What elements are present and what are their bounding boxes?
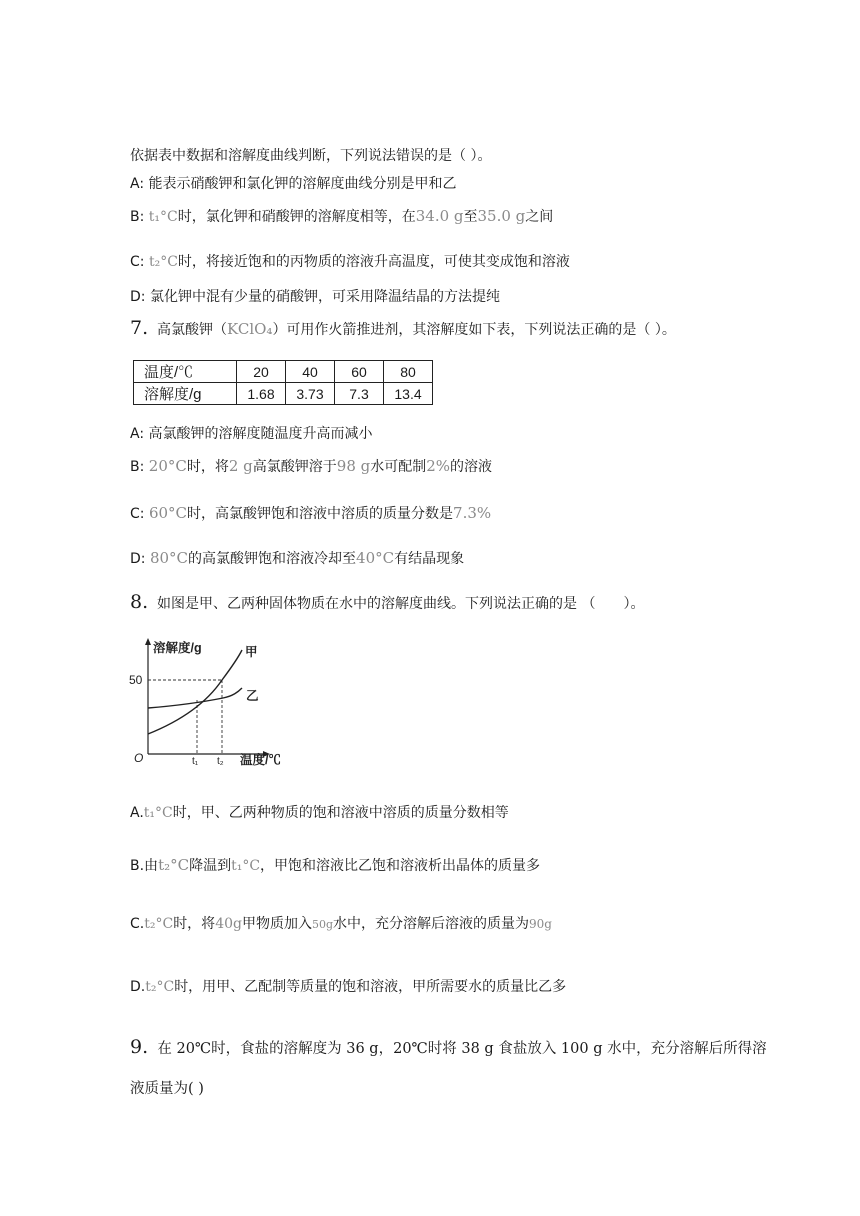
q8-stem: 8. 如图是甲、乙两种固体物质在水中的溶解度曲线。下列说法正确的是 （ ）。 [130, 591, 645, 613]
math-t2: t₂°C [145, 979, 175, 995]
q9-number: 9. [130, 1036, 149, 1058]
q7-option-a: A: 高氯酸钾的溶解度随温度升高而减小 [130, 426, 373, 442]
curve-jia [148, 650, 242, 734]
x-tick-t2: t₂ [217, 756, 224, 767]
table-cell: 60 [335, 361, 384, 383]
table-row [134, 361, 433, 383]
table-cell: 40 [286, 361, 335, 383]
y-tick-50: 50 [129, 673, 143, 687]
math-kclo4: KClO₄ [227, 320, 273, 338]
math-40c: 40°C [356, 549, 395, 567]
table-header-solubility: 溶解度/g [134, 383, 237, 405]
origin-label: O [134, 751, 144, 765]
solubility-curve-figure [128, 636, 298, 770]
math-50g: 50g [311, 918, 334, 931]
q6-option-a: A: 能表示硝酸钾和氯化钾的溶解度曲线分别是甲和乙 [130, 176, 457, 192]
q7-stem: 7. 高氯酸钾（KClO₄）可用作火箭推进剂，其溶解度如下表，下列说法正确的是（ ）。 [130, 317, 676, 339]
q6-option-c: C: t₂°C时，将接近饱和的丙物质的溶液升高温度，可使其变成饱和溶液 [130, 254, 570, 270]
solubility-table [133, 360, 433, 405]
q8-option-a: A.t₁°C时，甲、乙两种物质的饱和溶液中溶质的质量分数相等 [130, 805, 509, 821]
curve-yi [148, 688, 242, 708]
math-t1: t₁°C [231, 858, 261, 874]
q8-number: 8. [130, 591, 149, 613]
math-35g: 35.0 g [477, 207, 526, 225]
math-60c: 60°C [148, 504, 188, 522]
table-cell: 7.3 [335, 383, 384, 405]
q6-option-b: B: t₁°C时，氯化钾和硝酸钾的溶解度相等，在34.0 g至35.0 g之间 [130, 207, 554, 225]
math-40g: 40g [215, 916, 242, 932]
table-cell: 20 [237, 361, 286, 383]
table-header-temp: 温度/℃ [134, 361, 237, 383]
q7-option-d: D: 80°C的高氯酸钾饱和溶液冷却至40°C有结晶现象 [130, 549, 465, 567]
math-t1: t₁°C [143, 805, 173, 821]
math-2g: 2 g [228, 457, 253, 475]
q8-option-b: B.由t₂°C降温到t₁°C，甲饱和溶液比乙饱和溶液析出晶体的质量多 [130, 856, 541, 874]
math-98g: 98 g [336, 457, 371, 475]
table-cell: 1.68 [237, 383, 286, 405]
table-row [134, 383, 433, 405]
table-cell: 13.4 [384, 383, 433, 405]
math-90g: 90g [529, 917, 552, 931]
q9-stem-line2: 液质量为( ) [130, 1081, 204, 1097]
x-axis-label: 温度/℃ [240, 753, 281, 767]
math-t2: t₂°C [148, 254, 178, 270]
x-tick-t1: t₁ [192, 756, 199, 767]
math-t2: t₂°C [158, 856, 190, 874]
y-axis-label: 溶解度/g [153, 641, 202, 655]
math-80c: 80°C [149, 549, 189, 567]
table-cell: 3.73 [286, 383, 335, 405]
table-cell: 80 [384, 361, 433, 383]
curve-label-yi: 乙 [246, 689, 259, 703]
math-34g: 34.0 g [415, 207, 464, 225]
math-t2: t₂°C [144, 916, 174, 932]
q7-option-b: B: 20°C时，将2 g高氯酸钾溶于98 g水可配制2%的溶液 [130, 457, 493, 475]
q7-number: 7. [130, 317, 149, 339]
math-20c: 20°C [148, 457, 187, 475]
y-axis-arrow [145, 638, 151, 645]
q6-stem: 依据表中数据和溶解度曲线判断，下列说法错误的是（ ）。 [130, 148, 492, 164]
math-2pct: 2% [426, 457, 451, 475]
math-7-3pct: 7.3% [453, 504, 492, 522]
q7-option-c: C: 60°C时，高氯酸钾饱和溶液中溶质的质量分数是7.3% [130, 504, 492, 522]
q6-option-d: D: 氯化钾中混有少量的硝酸钾，可采用降温结晶的方法提纯 [130, 289, 500, 305]
q8-option-c: C.t₂°C时，将40g甲物质加入50g水中，充分溶解后溶液的质量为90g [130, 916, 552, 932]
q8-option-d: D.t₂°C时，用甲、乙配制等质量的饱和溶液，甲所需要水的质量比乙多 [130, 979, 567, 995]
math-t1: t₁°C [148, 209, 178, 225]
q9-stem-line1: 9. 在 20℃时，食盐的溶解度为 36 g，20℃时将 38 g 食盐放入 100 g 水中，充分溶解后所得溶 [130, 1036, 767, 1058]
curve-label-jia: 甲 [245, 645, 258, 659]
